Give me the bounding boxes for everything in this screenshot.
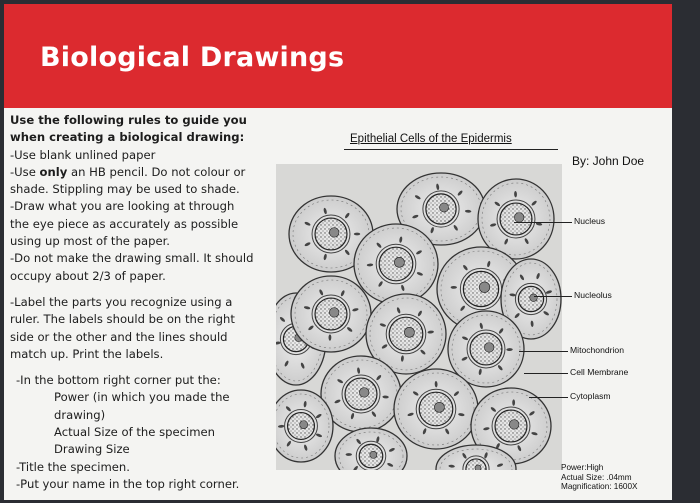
rules-intro-line: Use the following rules to guide you [10, 113, 247, 127]
cell-layer [276, 173, 561, 470]
magnification-value: Magnification: 1600X [561, 482, 638, 492]
rule-subline: Drawing Size [54, 442, 130, 457]
power-info [561, 463, 637, 492]
label-nucleolus: Nucleolus [574, 290, 612, 300]
label-line-mitochondrion [519, 351, 568, 352]
rule-line: occupy about 2/3 of paper. [10, 268, 166, 283]
rule-text: an HB pencil. Do not colour or [67, 164, 246, 179]
slide-header [4, 4, 672, 108]
rule-line: shade. Stippling may be used to shade. [10, 182, 240, 197]
label-mitochondrion: Mitochondrion [570, 345, 624, 355]
cell [276, 390, 333, 462]
cell [394, 369, 478, 449]
label-line-cell-membrane [524, 373, 568, 374]
rule-line: -Put your name in the top right corner. [16, 476, 240, 491]
rule-emphasis: only [39, 164, 68, 179]
actual-size-value: Actual Size: .04mm [561, 472, 632, 482]
cell [291, 276, 371, 352]
label-cell-membrane: Cell Membrane [570, 367, 629, 377]
rule-line: -Draw what you are looking at through [10, 199, 235, 214]
label-nucleus: Nucleus [574, 216, 606, 226]
rule-line: -Label the parts you recognize using a [10, 294, 233, 309]
label-line-nucleolus [534, 296, 572, 297]
rule-text: -Use [10, 164, 40, 179]
title-underline [344, 149, 558, 150]
rule-line [10, 164, 272, 181]
rules-intro-line: when creating a biological drawing: [10, 130, 245, 145]
power-value: Power:High [561, 463, 604, 472]
cell [354, 224, 438, 304]
rule-line: -In the bottom right corner put the: [16, 373, 221, 388]
rule-line: -Title the specimen. [16, 459, 130, 474]
rule-line: -Use blank unlined paper [10, 147, 156, 162]
label-line-nucleus [514, 222, 572, 223]
rule-subline: Actual Size of the specimen [54, 425, 215, 440]
rule-line: ruler. The labels should be on the right [10, 312, 235, 327]
rule-line: the eye piece as accurately as possible [10, 216, 239, 231]
drawing-author: By: John Doe [572, 154, 645, 168]
rule-line: -Do not make the drawing small. It should [10, 251, 254, 266]
rule-subline: drawing) [54, 407, 106, 422]
rule-line: match up. Print the labels. [10, 346, 164, 361]
slide [4, 4, 672, 500]
rule-line: using up most of the paper. [10, 234, 170, 249]
cell [478, 179, 554, 259]
label-cytoplasm: Cytoplasm [570, 391, 611, 401]
label-line-cytoplasm [529, 397, 568, 398]
slide-title: Biological Drawings [40, 42, 345, 73]
rule-line: side or the other and the lines should [10, 329, 228, 344]
cell-drawing [276, 164, 562, 470]
rules-text [10, 112, 272, 493]
rule-subline: Power (in which you made the [54, 390, 230, 405]
drawing-title: Epithelial Cells of the Epidermis [350, 133, 512, 145]
